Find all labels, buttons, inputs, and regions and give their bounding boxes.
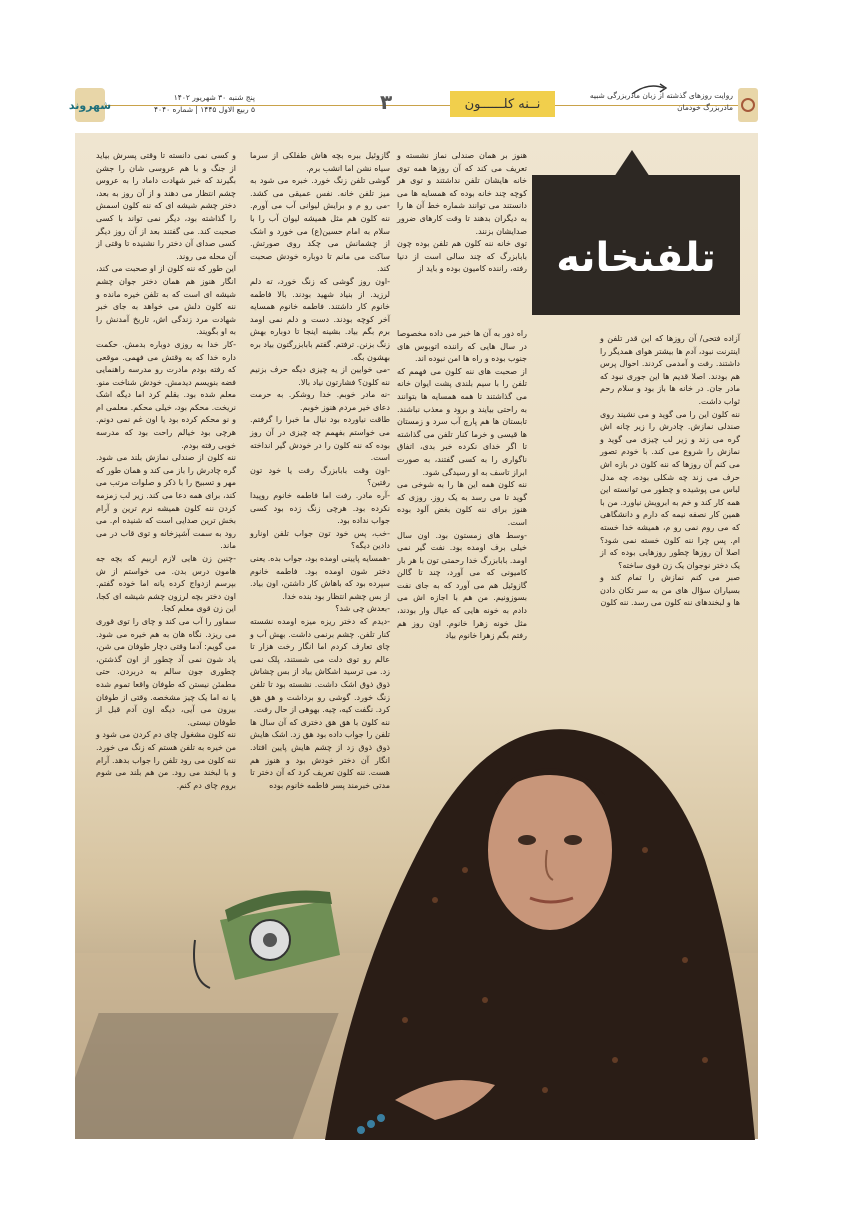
article-column-5: آزاده فتحی/ آن روزها که این قدر تلفن و اینترنت نبود، آدم ها بیشتر هوای همدیگر را داشتند. رفت و آمدمی کردند. احوال پرس هم بودند. اصلا قدیم ها این جوری نبود که مادر جان. در خانه ها باز بود و سلام رحم ثواب داشت. ننه کلون این را می گوید و می نشیند روی صندلی نمازش. چادرش را زیر چانه اش گره می زند و زیر لب چیزی می گوید و نمازش را شروع می کند. با خودم تصور می کنم آن روزها که ننه کلون در بازه اش حرف می زند چه شکلی بوده، چه مدل لباس می پوشیده و چطور می توانسته این همه کار کند و خم به ابرویش نیاورد. من با همین کار نصفه نیمه که دارم و دانشگاهی که می روم نمی رو م، همیشه خدا خسته ام. پس چرا ننه کلون خسته نمی شود؟ اصلا آن روزها چطور روزهایی بوده که از یک دختر نوجوان یک زن قوی ساخته؟ صبر می کنم نمازش را تمام کند و بسیاران سؤال های من به سر تکان دادن ها و لبخندهای ننه کلون می رسد. ننه کلون — [600, 334, 740, 608]
section-tag: نــنه کلــــــون — [450, 91, 555, 117]
issue-date: پنج شنبه ۳۰ شهریور ۱۴۰۲ — [173, 93, 255, 102]
article-column-1: و کسی نمی دانسته تا وقتی پسرش بیاید از جنگ و با هم عروسی شان را جشن بگیرند که خبر شهادت داماد را به عروس چشم انتظار می دهند و از آن روز به بعد، دختر چشم شیشه ای که ننه کلون اسمش را گذاشته بود، دیگر نمی تواند با کسی صحبت کند. می گفتند بعد از آن روز دیگر کسی صدای آن دختر را نشنیده تا وقتی از آن محله می روند. این طور که ننه کلون از او صحبت می کند، انگار هنوز هم همان دختر جوان چشم شیشه ای است که به تلفن خیره مانده و ننه کلون دلش می خواهد به جای خبر شهادت مرد زندگی اش، تاریخ آمدنش را به او بگویند. -کار خدا به روزی دوباره بدمش. حکمت داره خدا که به وقتش می فهمی. موقعی که رفته بودم مادرت رو مدرسه راهنمایی فضه بنویسم دیدمش. خودش شناخت منو. معلم شده بود. بقلم کرد اما دیگه اشک نریخت. محکم بود، خیلی محکم. معلمی ام و نو محکم کرده بود یا اون غم نمی دونم. هرچی بود خیالم راحت بود که مدرسه خوبی رفته بودم. ننه کلون از صندلی نمازش بلند می شود. گره چادرش را باز می کند و همان طور که مهر و تسبیح را با ذکر و صلوات مرتب می کند، برای همه دعا می کند. زیر لب زمزمه کردن ننه کلون همیشه نرم ترین و آرام بخش ترین صدایی است که شنیده ام. می رود به سمت آشپزخانه و توی قاب در می ماند. -چنین زن هایی لازم اربیم که بچه جه هامون درس بدن. می خواستم از ش بپرسم ازدواج کرده یانه اما خوده گفتم. اون دختر بچه لرزون چشم شیشه ای کجا، این زن قوی معلم کجا. سماور را آب می کند و چای را توی قوری می ریزد. نگاه هان به هم خیره می شود. می گویم: آدما وقتی دچار طوفان می شن، یاد شون نمی آد چطور از اون گذشتن، چطوری جون سالم به دربردن. حتی مطمئن نیستن که طوفان واقعا تموم شده یا نه اما یک چیز مشخصه. وقتی از طوفان بیرون می آیی، دیگه اون آدم قبل از طوفان نیستی. ننه کلون مشغول چای دم کردن می شود و من خیره به تلفن هستم که زنگ می خورد. ننه کلون می رود تلفن را جواب بدهد. آرام و با لبخند می رود. من هم بلند می شوم بروم چای دم کنم. — [96, 151, 236, 790]
page-header — [68, 88, 758, 122]
series-line-2: مادربزرگ خودمان — [677, 103, 733, 112]
article-column-3: هنوز بر همان صندلی نماز نشسته و تعریف می کند که آن روزها همه توی خانه هایشان تلفن نداشتند و توی هر کوچه چند خانه بوده که همسایه ها می دانستند می توانند شماره خط آن ها را به دیگران بدهند تا وقت کارهای ضرور صدایشان بزنند. توی خانه ننه کلون هم تلفن بوده چون بابابزرگ که چند سالی است از دنیا رفته، راننده کامیون بوده و باید از — [397, 151, 527, 274]
series-subtitle — [553, 90, 733, 114]
magazine-logo — [68, 88, 112, 122]
series-line-1: روایت روزهای گذشته از زبان مادربزرگی شبیه — [589, 91, 733, 100]
article-column-4: راه دور به آن ها خبر می داده مخصوصا در سال هایی که راننده اتوبوس های جنوب بوده و راه ها امن نبوده اند. از صحبت های ننه کلون می فهمم که تلفن را با سیم بلندی پشت ایوان خانه می گذاشتند تا همه همسایه ها بتوانند به راحتی بیایند و برود و معذب نباشند. تابستان ها هم پارچ آب سرد و زمستان ها قیسی و خرما کنار تلفن می گذاشته تا اگر خدای نکرده خبر بدی، اتفاق ناگواری را به کسی گفتند، به صورت ابراز تاسف به او رسیدگی شود. ننه کلون همه این ها را به شوخی می گوید تا می رسد به یک روز. روزی که هنوز برای ننه کلون بغض آلود بوده است. -وسط های زمستون بود. اون سال خیلی برف اومده بود. نفت گیر نمی اومد. بابابزرگ خدا رحمتی تون با هر بار کامیونی که می آورد، چند تا گالن گازوئیل هم می آورد که به جای نفت بسوزونیم. من هم با اجازه اش می دادم به خونه هایی که عیال وار بودند، مثل خونه زهرا خانوم. اون روز هم رفتم بگم زهرا خانوم بیاد — [397, 329, 527, 641]
ornament-icon — [738, 88, 758, 122]
issue-info — [115, 92, 255, 116]
page-number: ۳ — [380, 90, 393, 114]
logo-text: شهروند — [68, 98, 112, 112]
rotary-phone-illustration — [180, 880, 345, 990]
issue-number: ۵ ربیع الاول ۱۴۴۵ | شماره ۴۰۴۰ — [154, 105, 255, 114]
article-column-2: گازوئیل ببره بچه هاش طفلکی از سرما سیاه نشن اما انشب برم. گوشی تلفن زنگ خورد. خبره می شود به میز تلفن خانه. نفس عمیقی می کشد. -می رو م و برایش لیوانی آب می آورم. ننه کلون هم مثل همیشه لیوان آب را با سلام به امام حسین(ع) می خورد و اشک از چشمانش می چکد روی صورتش. ساکت می مانم تا دوباره خودش صحبت کند. -اون روز گوشی که زنگ خورد، ته دلم لرزید. از بنیاد شهید بودند. بالا فاطمه خانوم کار داشتند. فاطمه خانوم همسایه آخر کوچه بودند. دست و دلم نمی اومد برم بگم بیاد. بشینه اینجا تا دوباره بهش زنگ بزنن. ترفتم. گفتم بابابزرگتون بیاد بره بهشون بگه. -می خوایین از یه چیزی دیگه حرف بزنیم ننه کلون؟ فشارتون نیاد بالا. -نه مادر خوبم. خدا روشکر. به حرمت دعای خیر مردم هنوز خوبم. طاقت نیاورده بود نبال ما خبرا را گرفتم. می خواستم بفهمم چه چیزی در آن روز بوده که ننه کلون را در خودش گیر انداخته است. -اون وقت بابابزرگ رفت یا خود تون رفتین؟ -آره مادر. رفت اما فاطمه خانوم روپیدا نکرده بود. هرچی زنگ زده بود کسی جواب نداده بود. -خب، پس خود تون جواب تلفن اونارو دادین دیگه؟ -همسایه پایینی اومده بود، جواب بده. یعنی دختر شون اومده بود. فاطمه خانوم سپرده بود که باهاش کار داشتن، اون بیاد. از بس چشم انتظار بود بنده خدا. -بعدش چی شد؟ -دیدم که دختر ریزه میزه اومده نشسته کنار تلفن. چشم برنمی داشت. بهش آب و چای تعارف کردم اما انگار رخت هزار تا عالم رو توی دلت می شستند، پلک نمی زد. می ترسید اشکاش بیاد از بس چشاش ذوق ذوق اشک داشت. نشسته بود تا تلفن زنگ خورد. گوشی رو برداشت و هق هق کرد. نگفت کیه، چیه. بهوهی از حال رفت. ننه کلون با هق هق دختری که آن سال ها تلفن را جواب داده بود هق زد. اشک هایش ذوق ذوق زد از چشم هایش پایین افتاد. انگار آن دختر خودش بود و هنوز هم هست. ننه کلون تعریف کرد که آن دختر تا مدتی خبرمند پسر فاطمه خانوم بوده — [250, 151, 390, 790]
article-title: تلفنخانه — [556, 235, 716, 281]
